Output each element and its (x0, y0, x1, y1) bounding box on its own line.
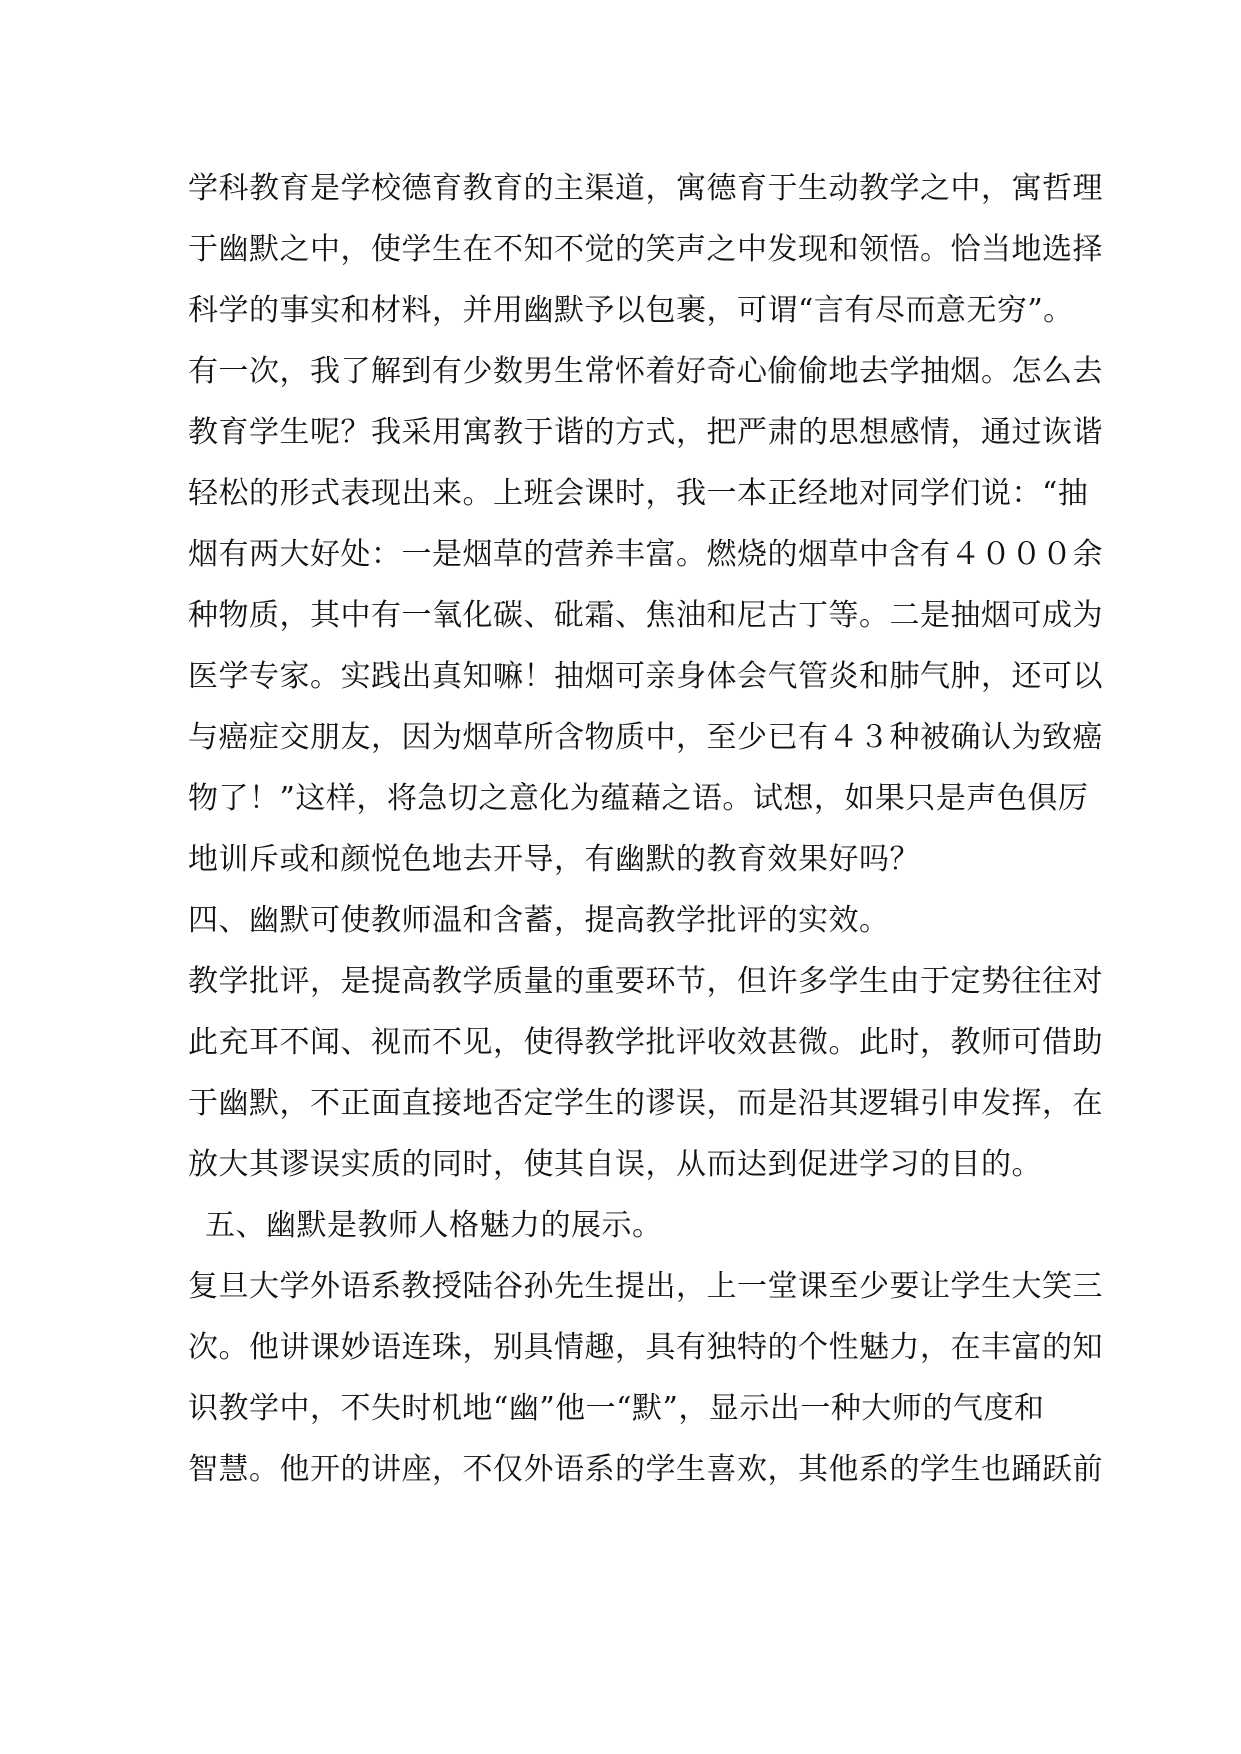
text-line: 地训斥或和颜悦色地去开导，有幽默的教育效果好吗？ (188, 842, 920, 877)
text-line: 复旦大学外语系教授陆谷孙先生提出，上一堂课至少要让学生大笑三 (188, 1269, 1103, 1304)
section-heading: 四、幽默可使教师温和含蓄，提高教学批评的实效。 (188, 903, 890, 938)
text-line: 与癌症交朋友，因为烟草所含物质中，至少已有４３种被确认为致癌 (188, 720, 1103, 755)
text-line: 烟有两大好处：一是烟草的营养丰富。燃烧的烟草中含有４０００余 (188, 537, 1103, 572)
text-line: 放大其谬误实质的同时，使其自误，从而达到促进学习的目的。 (188, 1147, 1042, 1182)
text-line: 此充耳不闻、视而不见，使得教学批评收效甚微。此时，教师可借助 (188, 1025, 1103, 1060)
document-body (188, 158, 1103, 1500)
text-line: 物了！”这样，将急切之意化为蕴藉之语。试想，如果只是声色俱厉 (188, 781, 1089, 816)
text-line: 轻松的形式表现出来。上班会课时，我一本正经地对同学们说：“抽 (188, 476, 1089, 511)
text-line: 于幽默之中，使学生在不知不觉的笑声之中发现和领悟。恰当地选择 (188, 232, 1103, 267)
text-line: 识教学中，不失时机地“幽”他一“默”，显示出一种大师的气度和 (188, 1391, 1045, 1426)
text-line: 次。他讲课妙语连珠，别具情趣，具有独特的个性魅力，在丰富的知 (188, 1330, 1103, 1365)
text-line: 于幽默，不正面直接地否定学生的谬误，而是沿其逻辑引申发挥，在 (188, 1086, 1103, 1121)
text-line: 有一次，我了解到有少数男生常怀着好奇心偷偷地去学抽烟。怎么去 (188, 354, 1103, 389)
text-line: 学科教育是学校德育教育的主渠道，寓德育于生动教学之中，寓哲理 (188, 171, 1103, 206)
text-line: 医学专家。实践出真知嘛！抽烟可亲身体会气管炎和肺气肿，还可以 (188, 659, 1103, 694)
text-line: 种物质，其中有一氧化碳、砒霜、焦油和尼古丁等。二是抽烟可成为 (188, 598, 1103, 633)
text-line: 教学批评，是提高教学质量的重要环节，但许多学生由于定势往往对 (188, 964, 1103, 999)
text-line: 智慧。他开的讲座，不仅外语系的学生喜欢，其他系的学生也踊跃前 (188, 1452, 1103, 1487)
text-line: 教育学生呢？我采用寓教于谐的方式，把严肃的思想感情，通过诙谐 (188, 415, 1103, 450)
text-line: 科学的事实和材料，并用幽默予以包裹，可谓“言有尽而意无穷”。 (188, 293, 1074, 328)
section-heading: 五、幽默是教师人格魅力的展示。 (205, 1208, 663, 1243)
